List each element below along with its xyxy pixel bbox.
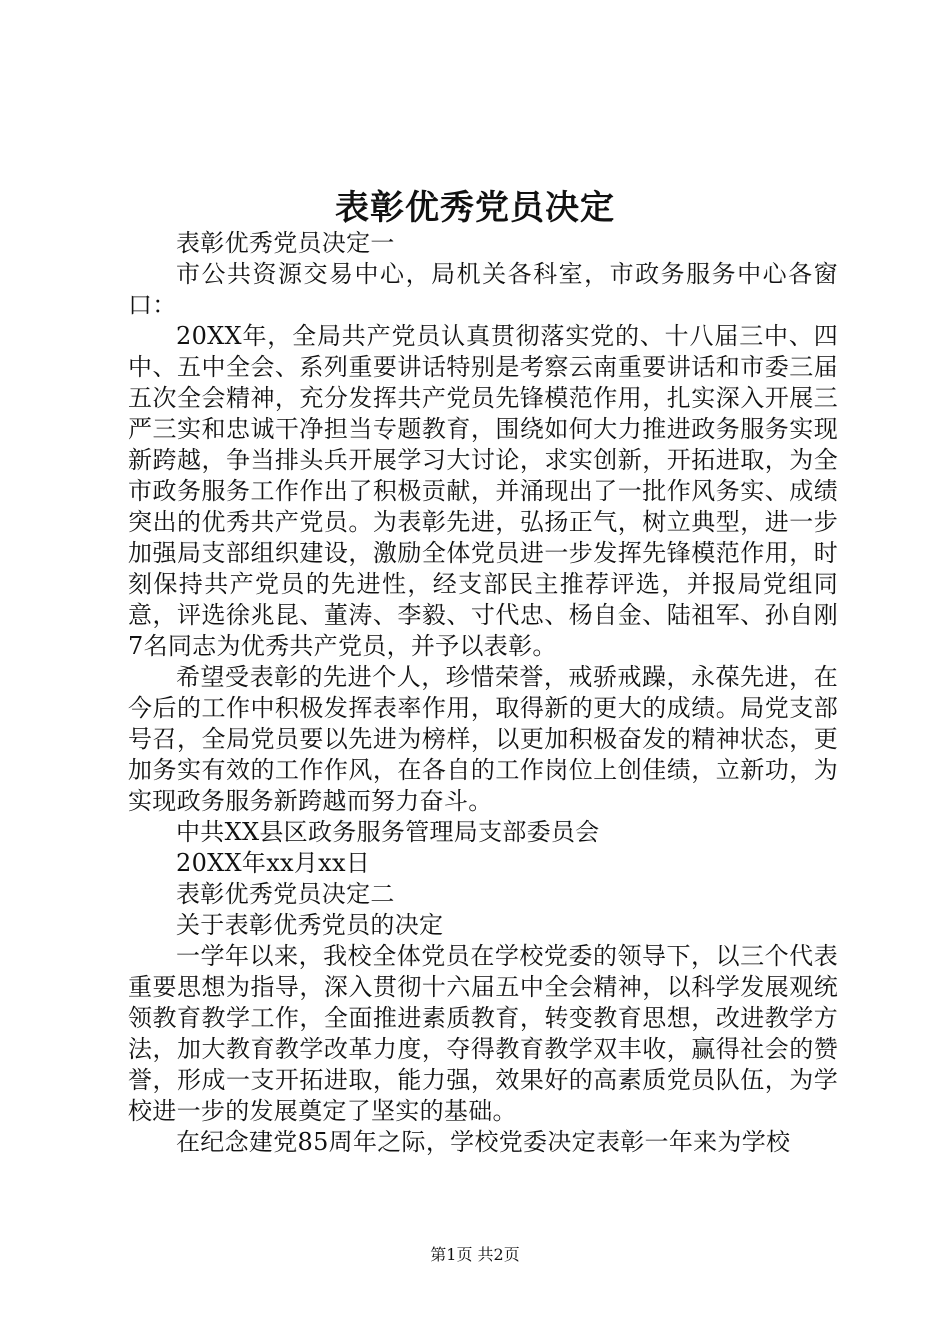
section-heading-2: 表彰优秀党员决定二 — [176, 880, 395, 908]
body-paragraph: 一学年以来，我校全体党员在学校党委的领导下，以三个代表重要思想为指导，深入贯彻十六届五中全会精神，以科学发展观统领教育教学工作，全面推进素质教育，转变教育思想，改进教学方法，加大教育教学改革力度，夺得教育教学双丰收，赢得社会的赞誉，形成一支开拓进取，能力强，效果好的高素质党员队伍，为学校进一步的发展奠定了坚实的基础。 — [128, 942, 838, 1125]
date-line: 20XX年xx月xx日 — [176, 849, 371, 877]
section-heading-1: 表彰优秀党员决定一 — [176, 229, 395, 257]
addressee-paragraph: 市公共资源交易中心，局机关各科室，市政务服务中心各窗口： — [128, 260, 838, 319]
body-paragraph: 在纪念建党85周年之际，学校党委决定表彰一年来为学校 — [176, 1128, 791, 1156]
page-number-footer: 第1页 共2页 — [430, 1245, 520, 1264]
body-paragraph: 希望受表彰的先进个人，珍惜荣誉，戒骄戒躁，永葆先进，在今后的工作中积极发挥表率作用，取得新的更大的成绩。局党支部号召，全局党员要以先进为榜样，以更加积极奋发的精神状态，更加务实有效的工作作风，在各自的工作岗位上创佳绩，立新功，为实现政务服务新跨越而努力奋斗。 — [128, 663, 838, 815]
body-paragraph: 20XX年，全局共产党员认真贯彻落实党的、十八届三中、四中、五中全会、系列重要讲话特别是考察云南重要讲话和市委三届五次全会精神，充分发挥共产党员先锋模范作用，扎实深入开展三严三实和忠诚干净担当专题教育，围绕如何大力推进政务服务实现新跨越，争当排头兵开展学习大讨论，求实创新，开拓进取，为全市政务服务工作作出了积极贡献，并涌现出了一批作风务实、成绩突出的优秀共产党员。为表彰先进，弘扬正气，树立典型，进一步加强局支部组织建设，激励全体党员进一步发挥先锋模范作用，时刻保持共产党员的先进性，经支部民主推荐评选，并报局党组同意，评选徐兆昆、董涛、李毅、寸代忠、杨自金、陆祖军、孙自刚7名同志为优秀共产党员，并予以表彰。 — [128, 322, 838, 660]
issuer-line: 中共XX县区政务服务管理局支部委员会 — [176, 818, 600, 846]
document-title: 表彰优秀党员决定 — [335, 188, 615, 228]
subtitle-line: 关于表彰优秀党员的决定 — [176, 911, 444, 939]
document-body — [128, 228, 838, 1158]
